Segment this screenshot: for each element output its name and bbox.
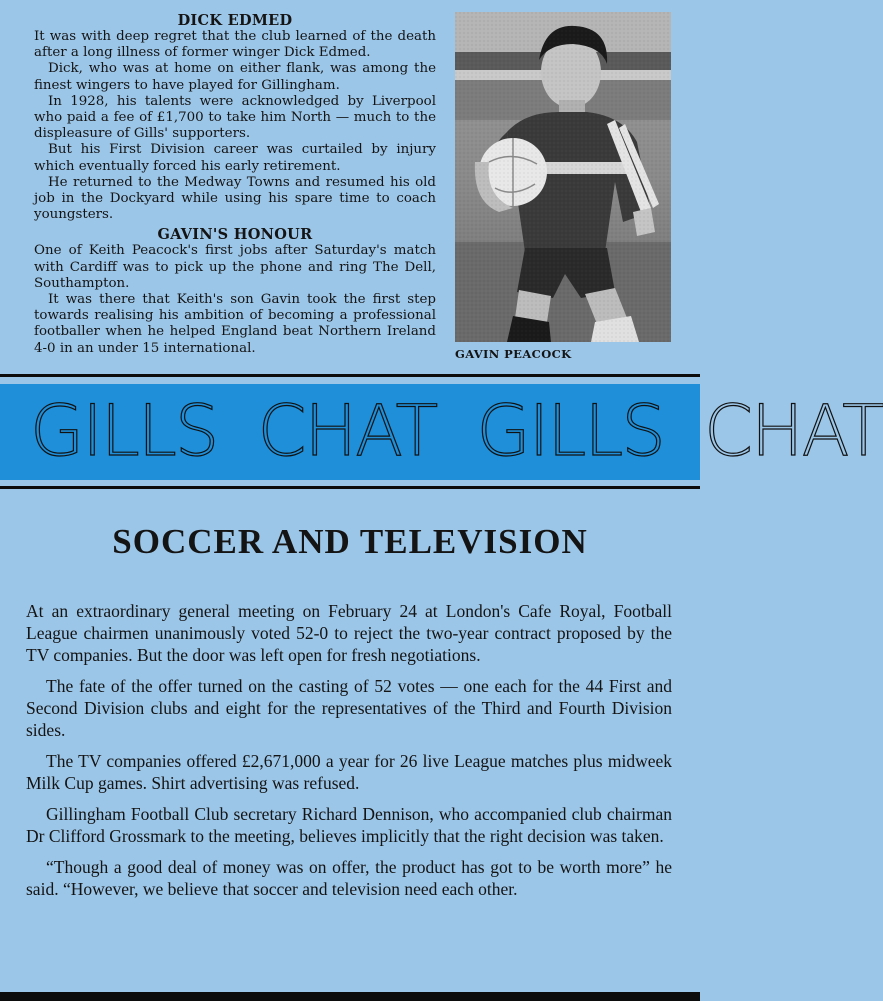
obituary-paragraph: Dick, who was at home on either flank, was among the finest wingers to have played for Gillingham. [34,61,436,93]
player-photo-illustration [455,12,671,342]
article-paragraph: The fate of the offer turned on the casting of 52 votes — one each for the 44 First and Second Division clubs and eight for the representatives of the Third and Fourth Division sides. [26,676,672,740]
obituary-paragraph: He returned to the Medway Towns and resumed his old job in the Dockyard while using his spare time to coach youngsters. [34,174,436,223]
article-paragraph: At an extraordinary general meeting on February 24 at London's Cafe Royal, Football League chairmen unanimously voted 52-0 to reject the two-year contract proposed by the TV companies. But the door was left open for fresh negotiations. [26,601,672,665]
article-paragraph: “Though a good deal of money was on offer, the product has got to be worth more” he said. “However, we believe that soccer and television need each other. [26,857,672,899]
page-bottom-edge [0,992,700,1001]
honour-heading: GAVIN'S HONOUR [157,226,313,244]
player-photo [455,12,671,342]
gills-chat-banner [0,384,883,480]
article-headline: SOCCER AND TELEVISION [112,522,588,561]
left-column [34,12,436,357]
obituary-paragraph: In 1928, his talents were acknowledged by Liverpool who paid a fee of £1,700 to take him North — much to the displeasure of Gills' supporters. [34,93,436,142]
article-paragraph: Gillingham Football Club secretary Richard Dennison, who accompanied club chairman Dr Clifford Grossmark to the meeting, believes implicitly that the right decision was taken. [26,804,672,846]
divider-bottom [0,486,700,489]
banner-title: GILLS CHAT GILLS CHAT [30,390,883,472]
photo-caption: GAVIN PEACOCK [455,347,572,361]
top-section [0,0,700,372]
divider-top [0,374,700,377]
article-body [26,600,672,909]
article-paragraph: The TV companies offered £2,671,000 a year for 26 live League matches plus midweek Milk Cup games. Shirt advertising was refused. [26,751,672,793]
honour-paragraph: It was there that Keith's son Gavin took the first step towards realising his ambition of becoming a professional footballer when he helped England beat Northern Ireland 4-0 in an under 15 international. [34,292,436,356]
honour-paragraph: One of Keith Peacock's first jobs after Saturday's match with Cardiff was to pick up the phone and ring The Dell, Southampton. [34,243,436,291]
obituary-heading: DICK EDMED [177,12,293,29]
obituary-paragraph: It was with deep regret that the club learned of the death after a long illness of former winger Dick Edmed. [34,29,436,61]
obituary-paragraph: But his First Division career was curtailed by injury which eventually forced his early retirement. [34,142,436,174]
